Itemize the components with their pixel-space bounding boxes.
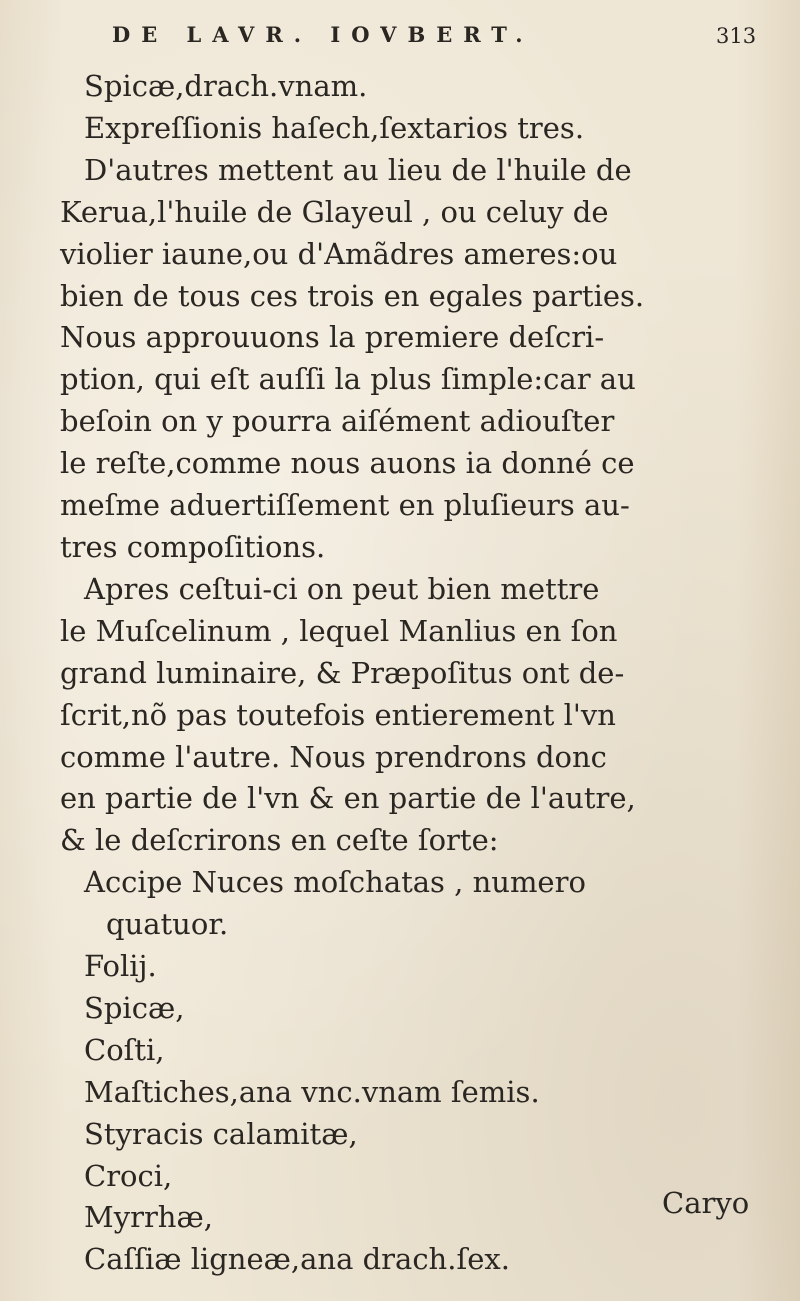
text-line: le reſte,comme nous auons ia donné ce [60, 446, 635, 481]
text-line: grand luminaire, & Præpoſitus ont de- [60, 655, 625, 690]
text-line: comme l'autre. Nous prendrons donc [60, 739, 607, 774]
text-line: Croci, [84, 1158, 173, 1193]
text-line: Kerua,l'huile de Glayeul , ou celuy de [60, 194, 609, 229]
text-line: Coſti, [84, 1032, 165, 1067]
text-line: Expreſſionis haſech,ſextarios tres. [84, 110, 585, 145]
text-line: tres compoſitions. [60, 529, 326, 564]
text-line: Spicæ,drach.vnam. [84, 69, 368, 103]
text-line: meſme aduertiſſement en pluſieurs au- [60, 488, 630, 523]
text-line: le Muſcelinum , lequel Manlius en ſon [60, 613, 618, 648]
catchword: Caryo [662, 1186, 750, 1220]
running-title: DE LAVR. IOVBERT. [112, 22, 534, 47]
text-line: Maſtiches,ana vnc.vnam ſemis. [84, 1074, 540, 1109]
page-number: 313 [716, 24, 757, 48]
text-line: ption, qui eſt auſſi la plus ſimple:car au [60, 362, 636, 397]
text-line: en partie de l'vn & en partie de l'autre, [60, 781, 636, 816]
text-line: violier iaune,ou d'Amãdres ameres:ou [60, 236, 618, 271]
text-line: ſcrit,nõ pas toutefois entierement l'vn [60, 697, 616, 732]
text-line: Styracis calamitæ, [84, 1116, 358, 1151]
text-line: beſoin on y pourra aiſément adiouſter [60, 404, 615, 439]
text-line: Myrrhæ, [84, 1200, 213, 1235]
text-line: Caſſiæ ligneæ,ana drach.ſex. [84, 1242, 510, 1277]
text-line: Folij. [84, 949, 157, 984]
body-text [60, 66, 780, 1281]
text-line: Spicæ, [84, 990, 185, 1025]
text-line: Apres ceſtui-ci on peut bien mettre [84, 571, 600, 606]
text-line: bien de tous ces trois en egales parties. [60, 278, 645, 313]
text-line: quatuor. [106, 907, 229, 942]
text-line: Accipe Nuces moſchatas , numero [84, 865, 586, 900]
text-line: D'autres mettent au lieu de l'huile de [84, 152, 632, 187]
text-line: & le deſcrirons en ceſte ſorte: [60, 823, 499, 858]
text-line: Nous approuuons la premiere deſcri- [60, 320, 605, 355]
